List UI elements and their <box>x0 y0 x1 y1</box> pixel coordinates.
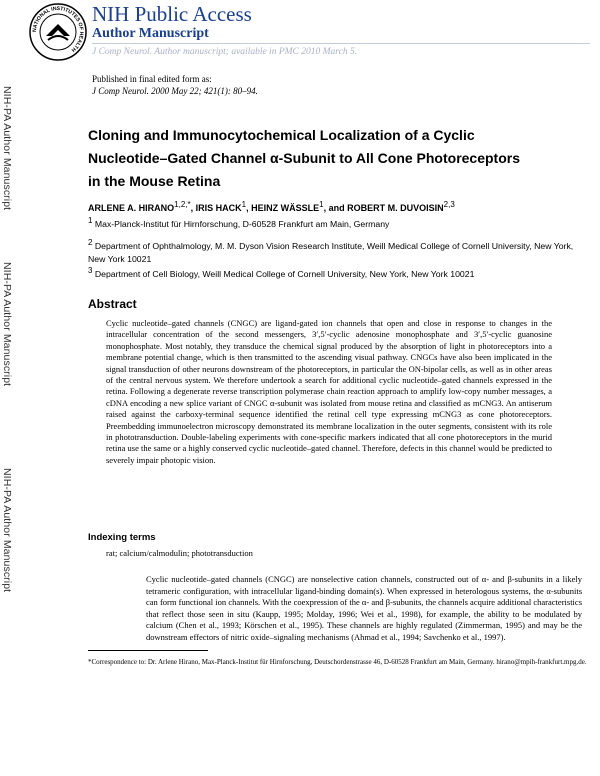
sidebar-watermark-3: NIH-PA Author Manuscript <box>1 468 13 593</box>
title-line-2: Nucleotide–Gated Channel α-Subunit to All Cone Photoreceptors <box>88 150 521 166</box>
published-label: Published in final edited form as: <box>92 74 212 84</box>
index-terms: rat; calcium/calmodulin; phototransduction <box>106 548 253 558</box>
affiliation-3: $^3$ Department of Cell Biology, Weill Medical College of Cornell University, New York, New York 10021 <box>88 266 475 279</box>
author-name: ARLENE A. HIRANO <box>88 203 175 213</box>
title-line-3: in the Mouse Retina <box>88 173 221 189</box>
sidebar-watermark-2: NIH-PA Author Manuscript <box>1 262 13 387</box>
author-list <box>88 200 455 213</box>
author-name: HEINZ WÄSSLE <box>251 203 320 213</box>
svg-text:NATIONAL INSTITUTES OF HEALTH: NATIONAL INSTITUTES OF HEALTH <box>31 5 85 53</box>
affiliation-2: $^2$ Department of Ophthalmology, M. M. Dyson Vision Research Institute, Weill Medical College of Cornell University, New York, New York 10021 <box>88 238 574 264</box>
nih-title: NIH Public Access <box>92 2 252 26</box>
abstract-text: Cyclic nucleotide–gated channels (CNGC) are ligand-gated ion channels that open and close in response to changes in the intracellular concentration of the second messengers, 3′,5′-cyclic adenosine monophosphate and 3′,5′-cyclic guanosine monophosphate. Most notably, they transduce the chemical signal produced by the absorption of light in photoreceptors into a membrane potential change, which is then transmitted to the ascending visual pathway. CNGCs have also been implicated in the signal transduction of other neurons downstream of the photoreceptors, in particular the ON-bipolar cells, as well as in other areas of the central nervous system. We therefore undertook a search for additional cyclic nucleotide–gated channels expressed in the retina. Following a degenerate reverse transcription polymerase chain reaction approach to amplify low-copy number messages, a cDNA encoding a new splice variant of CNGC α-subunit was isolated from mouse retina and classified as mCNG3. An antiserum raised against the carboxy-terminal sequence identified the retinal cell type expressing mCNG3 as cone photoreceptors. Preembedding immunoelectron microscopy demonstrated its membrane localization in the outer segments, consistent with its role in phototransduction. Double-labeling experiments with cone-specific markers indicated that all cone photoreceptors in the murid retina use the same or a highly conserved cyclic nucleotide–gated channel. Therefore, defects in this channel would be predicted to severely impair photopic vision. <box>106 318 552 465</box>
nih-seal-logo <box>28 2 88 62</box>
citation: J Comp Neurol. 2000 May 22; 421(1): 80–94. <box>92 86 258 96</box>
author-affil: 1 <box>241 200 247 209</box>
footnote: *Correspondence to: Dr. Arlene Hirano, Max-Planck-Institut für Hirnforschung, Deutschordenstrasse 46, D-60528 Frankfurt am Main, Germany. hirano@mpih-frankfurt.mpg.de. <box>88 658 587 666</box>
author-sep: , and <box>323 203 348 213</box>
author-sep: , <box>246 203 252 213</box>
affiliation-1: $^1$ Max-Planck-Institut für Hirnforschung, D-60528 Frankfurt am Main, Germany <box>88 216 390 229</box>
article-title <box>88 124 568 193</box>
journal-line: J Comp Neurol. Author manuscript; available in PMC 2010 March 5. <box>92 47 358 57</box>
author-sep: , <box>190 203 196 213</box>
author-affil: 1 <box>319 200 324 209</box>
author-affil: 2,3 <box>443 200 455 209</box>
abstract-heading: Abstract <box>88 297 137 311</box>
index-heading: Indexing terms <box>88 532 156 543</box>
author-name: ROBERT M. DUVOISIN <box>347 203 444 213</box>
nih-subtitle: Author Manuscript <box>92 26 209 41</box>
author-affil: 1,2,* <box>174 200 191 209</box>
footnote-rule <box>88 650 208 651</box>
intro-paragraph: Cyclic nucleotide–gated channels (CNGC) are nonselective cation channels, constructed out of α- and β-subunits in a likely tetrameric configuration, with intracellular ligand-binding domain(s). When expressed in heterologous systems, the α-subunits can form functional ion channels. With the coexpression of the α- and β-subunits, the channels acquire additional characteristics that reflect those seen in situ (Kaupp, 1995; Molday, 1996; Wei et al., 1998), for example, the ability to be modulated by calcium (Chen et al., 1993; Körschen et al., 1995). These channels are highly regulated (Zimmerman, 1995) and may be the downstream effectors of nitric oxide–signaling mechanisms (Ahmad et al., 1994; Savchenko et al., 1997). <box>146 574 582 642</box>
sidebar-watermark-1: NIH-PA Author Manuscript <box>1 86 13 211</box>
header-rule <box>92 43 590 44</box>
author-name: IRIS HACK <box>195 203 242 213</box>
title-line-1: Cloning and Immunocytochemical Localization of a Cyclic <box>88 127 475 143</box>
